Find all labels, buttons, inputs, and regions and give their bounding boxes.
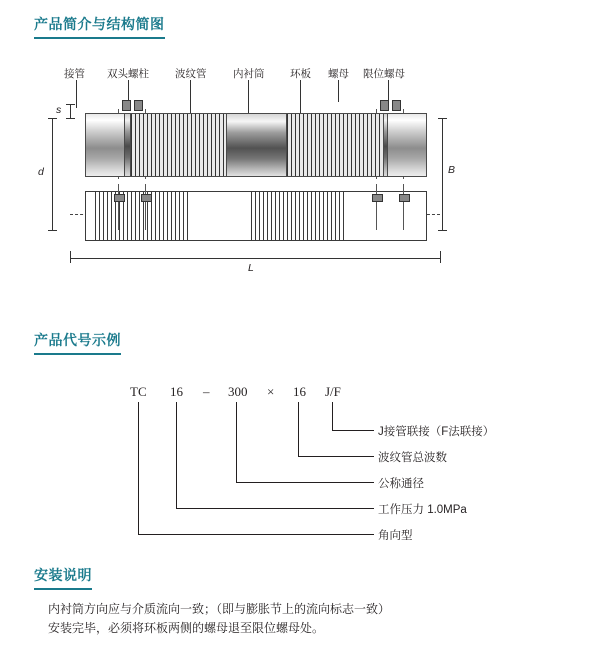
leader-v-type	[138, 402, 139, 534]
code-desc-pressure: 工作压力 1.0MPa	[378, 504, 467, 516]
pipe-end-left	[85, 113, 125, 177]
product-code-example	[60, 378, 540, 542]
nut-right-inner	[392, 100, 401, 111]
bellows-left	[130, 113, 228, 177]
dimline-s	[70, 104, 71, 118]
section-title-structure	[34, 14, 165, 39]
nut-left-outer	[122, 100, 131, 111]
section-title-structure-underline	[34, 37, 165, 39]
leader-h-pressure	[176, 508, 374, 509]
leader-luomu	[338, 80, 339, 102]
leader-v-pressure	[176, 402, 177, 508]
dimtick-l-right	[440, 251, 441, 263]
callout-label-huanban: 环板	[290, 68, 311, 80]
code-desc-nominal-diameter: 公称通径	[378, 478, 424, 490]
center-ring	[226, 113, 288, 177]
dimtick-b-bottom	[438, 230, 447, 231]
code-token-dash: –	[203, 384, 210, 399]
section-title-install-underline	[34, 588, 92, 590]
nut-bottom-left	[114, 194, 125, 202]
dim-label-b: B	[448, 164, 456, 176]
bellows-right	[286, 113, 384, 177]
callout-label-neichentong: 内衬筒	[233, 68, 265, 80]
callout-label-shuangtou: 双头螺柱	[107, 68, 149, 80]
code-desc-type: 角向型	[378, 530, 413, 542]
callout-label-xianweiluomu: 限位螺母	[363, 68, 405, 80]
section-title-code-text: 产品代号示例	[34, 332, 121, 348]
dimline-d	[52, 118, 53, 230]
code-token-tc: TC	[130, 384, 147, 399]
stud-bottom-right-a	[376, 184, 377, 230]
leader-h-waves	[298, 456, 374, 457]
section-title-install	[34, 565, 92, 590]
install-note-line-2: 安装完毕，必须将环板两侧的螺母退至限位螺母处。	[48, 621, 325, 635]
dimtick-b-top	[438, 118, 447, 119]
dimline-b	[442, 118, 443, 230]
install-notes	[48, 600, 568, 638]
leader-h-type	[138, 534, 374, 535]
dimtick-s-bottom	[66, 118, 75, 119]
leader-v-waves	[298, 402, 299, 456]
pipe-end-right	[387, 113, 427, 177]
section-title-structure-text: 产品简介与结构简图	[34, 16, 165, 32]
dimtick-s-top	[66, 104, 75, 105]
install-note-line-1: 内衬筒方向应与介质流向一致；（即与膨胀节上的流向标志一致）	[48, 602, 391, 616]
section-title-code-underline	[34, 353, 121, 355]
structure-diagram	[38, 66, 480, 281]
dimline-l	[70, 258, 440, 259]
callout-label-jieguan: 接管	[64, 68, 85, 80]
callout-label-bowenguan: 波纹管	[175, 68, 207, 80]
stud-bottom-left-a	[118, 184, 119, 230]
dimtick-d-bottom	[48, 230, 57, 231]
section-title-install-text: 安装说明	[34, 567, 92, 583]
leader-huanban	[300, 80, 301, 116]
dimtick-l-left	[70, 251, 71, 263]
code-token-300: 300	[228, 384, 248, 399]
code-desc-connection: J接管联接（F法联接）	[378, 426, 495, 438]
leader-v-dn	[236, 402, 237, 482]
expansion-joint-body-top	[85, 113, 427, 177]
leader-shuangtou	[128, 80, 129, 102]
nut-bottom-right-2	[399, 194, 410, 202]
nut-left-inner	[134, 100, 143, 111]
code-token-times: ×	[267, 384, 275, 399]
leader-h-dn	[236, 482, 374, 483]
stud-bottom-right-b	[403, 184, 404, 230]
leader-v-jf	[332, 402, 333, 430]
dim-label-d: d	[38, 166, 44, 178]
stud-bottom-left-b	[145, 184, 146, 230]
nut-bottom-left-2	[141, 194, 152, 202]
nut-right-outer	[380, 100, 389, 111]
dimtick-d-top	[48, 118, 57, 119]
code-token-16b: 16	[293, 384, 306, 399]
section-title-code	[34, 330, 121, 355]
bellows-bottom-right	[251, 192, 347, 240]
leader-h-jf	[332, 430, 374, 431]
code-token-jf: J/F	[325, 384, 341, 399]
leader-jieguan	[76, 80, 77, 108]
code-desc-wave-count: 波纹管总波数	[378, 452, 447, 464]
callout-label-luomu: 螺母	[328, 68, 349, 80]
dim-label-s: s	[56, 104, 62, 116]
nut-bottom-right	[372, 194, 383, 202]
dim-label-l: L	[248, 262, 254, 274]
code-token-16a: 16	[170, 384, 183, 399]
